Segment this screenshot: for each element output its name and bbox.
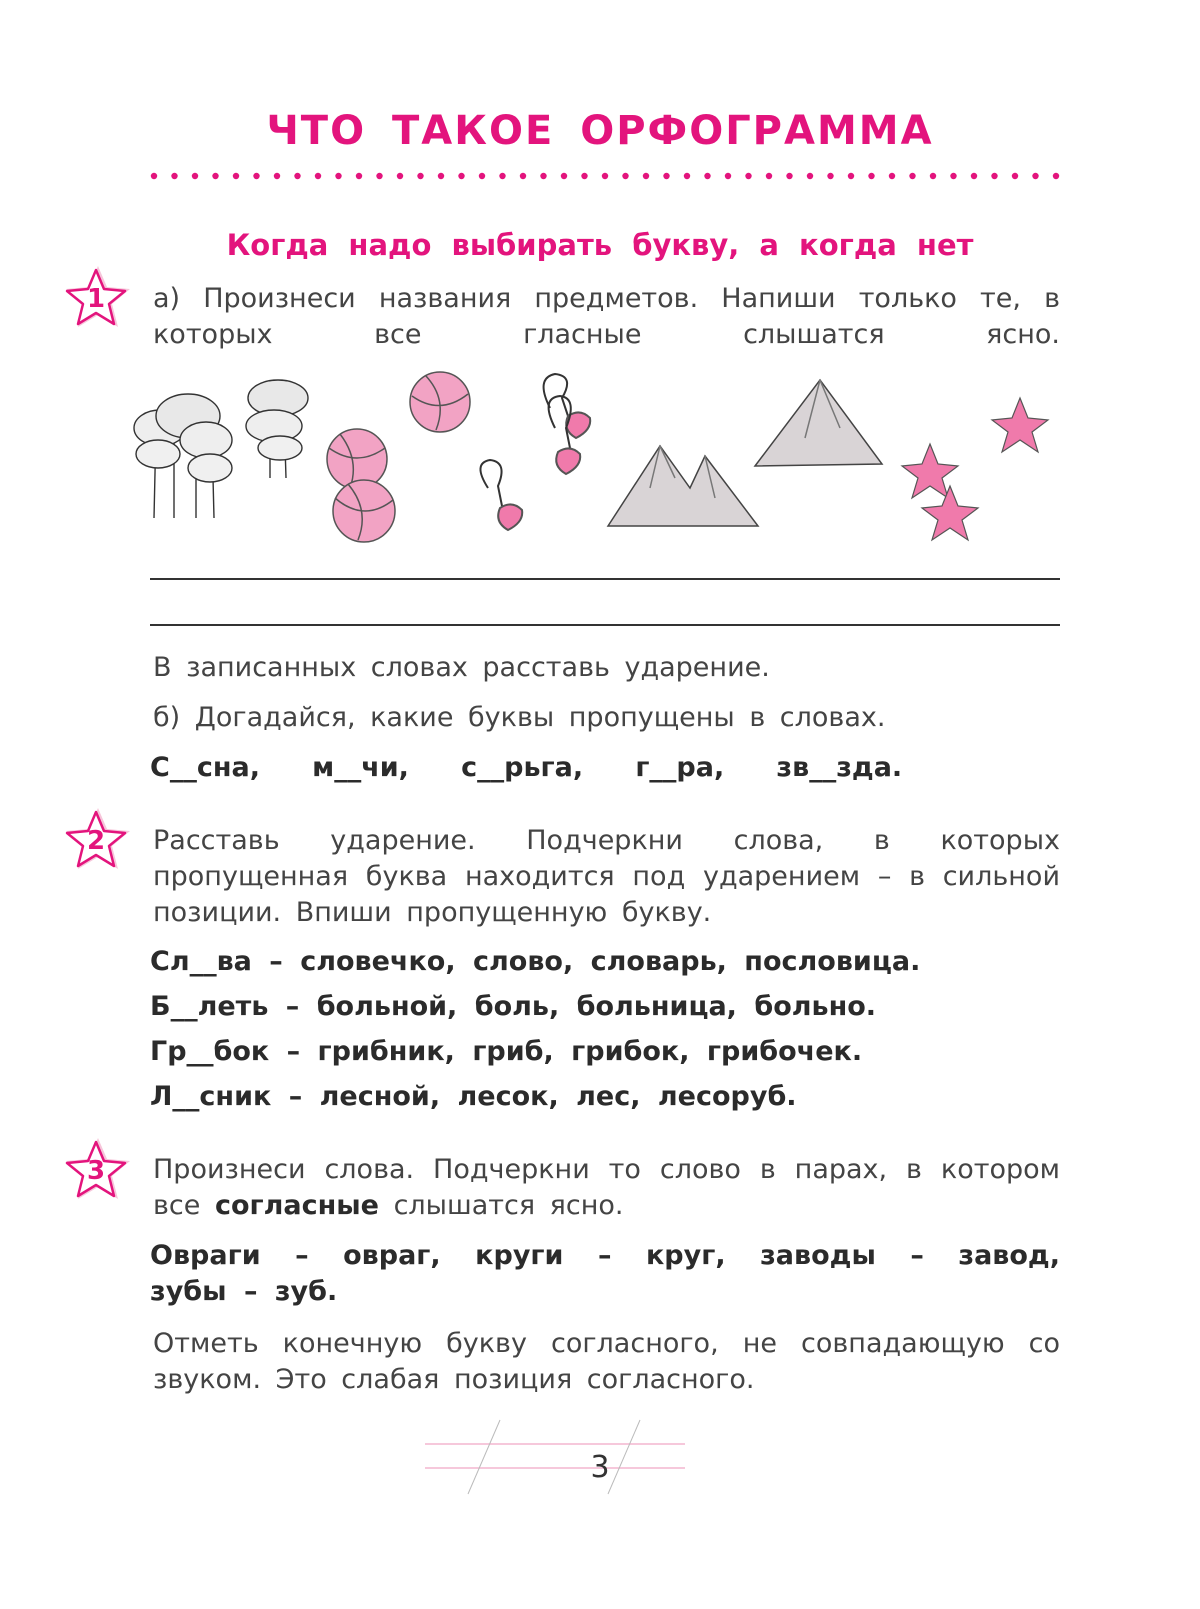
exercise1-stress-note: В записанных словах расставь ударение. — [153, 652, 770, 683]
divider-dot — [889, 173, 895, 179]
divider-dot — [827, 173, 833, 179]
divider-dot — [315, 173, 321, 179]
divider-dot — [663, 173, 669, 179]
divider-dot — [745, 173, 751, 179]
pine-trees-picture — [134, 380, 308, 518]
divider-dot — [212, 173, 218, 179]
divider-dot — [397, 173, 403, 179]
divider-dot — [868, 173, 874, 179]
exercise2-task: Расставь ударение. Подчеркни слова, в которых пропущенная буква находится под ударением – в сильной позиции. Впиши пропущенную букву. — [153, 825, 1060, 928]
divider-dot — [294, 173, 300, 179]
balls-picture — [327, 372, 470, 542]
divider-dot — [335, 173, 341, 179]
divider-dot — [438, 173, 444, 179]
divider-dot — [622, 173, 628, 179]
divider-dot — [704, 173, 710, 179]
divider-dot — [1012, 173, 1018, 179]
exercise3-task — [153, 1152, 1060, 1224]
exercise2-row: Сл__ва – словечко, слово, словарь, пословица. — [150, 946, 921, 977]
exercise3-note: Отметь конечную букву согласного, не совпадающую со звуком. Это слабая позиция согласного. — [153, 1328, 1060, 1395]
divider-dot — [807, 173, 813, 179]
divider-dot — [417, 173, 423, 179]
exercise2-row: Б__леть – больной, боль, больница, больно. — [150, 991, 877, 1022]
divider-dot — [520, 173, 526, 179]
page-title: ЧТО ТАКОЕ ОРФОГРАММА — [266, 108, 934, 154]
divider-dot — [991, 173, 997, 179]
divider-dot — [684, 173, 690, 179]
exercise3-task-bold: согласные — [214, 1190, 379, 1221]
answer-line-2[interactable] — [150, 624, 1060, 626]
divider-dot — [499, 173, 505, 179]
divider-dot — [233, 173, 239, 179]
divider-dot — [171, 173, 177, 179]
divider-dot — [602, 173, 608, 179]
exercise-number-badge-3 — [62, 1134, 134, 1204]
divider-dot — [479, 173, 485, 179]
exercise1-task-a: а) Произнеси названия предметов. Напиши только те, в которых все гласные слышатся ясно. — [153, 283, 1060, 350]
divider-dot — [1032, 173, 1038, 179]
exercise3-pairs-line-1: Овраги – овраг, круги – круг, заводы – завод, — [150, 1240, 1060, 1271]
exercise1-task-b: б) Догадайся, какие буквы пропущены в словах. — [153, 702, 886, 733]
exercise-number-badge-1 — [62, 262, 134, 332]
divider-dot — [848, 173, 854, 179]
page-number: 3 — [590, 1450, 610, 1485]
divider-dot — [643, 173, 649, 179]
divider-dot — [151, 173, 157, 179]
exercise3-task-text: Произнеси слова. Подчеркни то слово в парах, в котором все — [153, 1154, 1060, 1221]
divider-dot — [971, 173, 977, 179]
exercise-number: 3 — [86, 1156, 106, 1186]
dotted-divider — [150, 172, 1060, 180]
divider-dot — [786, 173, 792, 179]
exercise3-pairs-line-2: зубы – зуб. — [150, 1276, 338, 1307]
exercise3-task-text-end: слышатся ясно. — [379, 1190, 624, 1221]
divider-dot — [725, 173, 731, 179]
divider-dot — [909, 173, 915, 179]
divider-dot — [930, 173, 936, 179]
divider-dot — [253, 173, 259, 179]
exercise-number: 1 — [86, 284, 106, 314]
divider-dot — [1053, 173, 1059, 179]
mountains-picture — [608, 380, 882, 526]
exercise2-row: Гр__бок – грибник, гриб, грибок, грибочек. — [150, 1036, 863, 1067]
divider-dot — [561, 173, 567, 179]
answer-line-1[interactable] — [150, 578, 1060, 580]
divider-dot — [376, 173, 382, 179]
divider-dot — [540, 173, 546, 179]
stars-picture — [902, 398, 1048, 540]
picture-row — [130, 368, 1060, 548]
exercise-number: 2 — [86, 826, 106, 856]
exercise1-words: С__сна, м__чи, с__рьга, г__ра, зв__зда. — [150, 752, 903, 783]
divider-dot — [581, 173, 587, 179]
section-subtitle: Когда надо выбирать букву, а когда нет — [226, 228, 974, 262]
exercise2-row: Л__сник – лесной, лесок, лес, лесоруб. — [150, 1081, 797, 1112]
earrings-picture — [480, 374, 590, 530]
exercise-number-badge-2 — [62, 804, 134, 874]
divider-dot — [192, 173, 198, 179]
divider-dot — [458, 173, 464, 179]
divider-dot — [950, 173, 956, 179]
divider-dot — [356, 173, 362, 179]
divider-dot — [274, 173, 280, 179]
divider-dot — [766, 173, 772, 179]
